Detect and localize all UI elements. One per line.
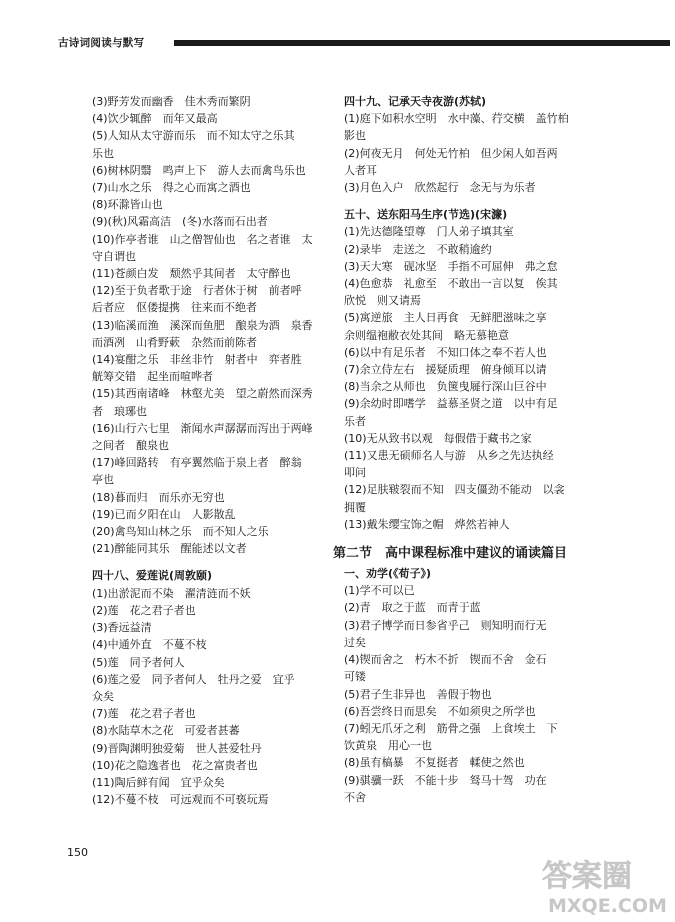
text-line: (10)无从致书以观 每假借于藏书之家 [344,431,532,445]
text-line: (4)中通外直 不蔓不枝 [92,638,207,652]
text-line: 众矣 [92,689,114,703]
text-line: (7)余立侍左右 援疑质理 俯身倾耳以请 [344,363,547,377]
text-line: 余则缊袍敝衣处其间 略无慕艳意 [344,328,509,342]
text-line: (6)吾尝终日而思矣 不如须臾之所学也 [344,704,536,718]
text-line: (5)寓逆旅 主人日再食 无鲜肥滋味之享 [344,311,547,325]
text-line: (1)学不可以已 [344,584,415,598]
text-line: (16)山行六七里 渐闻水声潺潺而泻出于两峰 [92,421,313,435]
text-line: (9)(秋)风霜高洁 (冬)水落而石出者 [92,215,268,229]
text-line: (5)君子生非异也 善假于物也 [344,687,492,701]
right-column [333,93,608,806]
text-line: 者 琅琊也 [92,404,147,418]
text-line: (2)录毕 走送之 不敢稍逾约 [344,242,492,256]
spacer [92,557,334,567]
text-line: (12)足肤皲裂而不知 四支僵劲不能动 以衾 [344,483,565,497]
running-header [58,34,670,52]
text-line: (11)苍颜白发 颓然乎其间者 太守醉也 [92,267,291,281]
text-line: 而酒冽 山肴野蔌 杂然而前陈者 [92,335,257,349]
header-title: 古诗词阅读与默写 [58,37,145,49]
text-line: 叩问 [344,466,366,480]
text-line: (9)晋陶渊明独爱菊 世人甚爱牡丹 [92,741,262,755]
text-line: (3)月色入户 欣然起行 念无与为乐者 [344,181,536,195]
text-line: (6)树林阴翳 鸣声上下 游人去而禽鸟乐也 [92,163,306,177]
article-heading: 四十九、记承天寺夜游(苏轼) [344,95,487,108]
text-line: (9)骐骥一跃 不能十步 驽马十驾 功在 [344,773,547,787]
text-line: 饮黄泉 用心一也 [344,739,432,753]
text-line: (11)又患无硕师名人与游 从乡之先达执经 [344,449,554,463]
text-line: (1)出淤泥而不染 濯清涟而不妖 [92,586,251,600]
text-line: (4)色愈恭 礼愈至 不敢出一言以复 俟其 [344,277,558,291]
text-line: (8)当余之从师也 负箧曳屣行深山巨谷中 [344,380,547,394]
text-line: 后者应 伛偻提携 往来而不绝者 [92,301,257,315]
watermark-logo [540,852,670,918]
text-line: (8)环滁皆山也 [92,198,163,212]
section-heading: 第二节 高中课程标准中建议的诵读篇目 [333,546,568,562]
text-line: (6)莲之爱 同予者何人 牡丹之爱 宜乎 [92,672,295,686]
header-rule [174,40,670,46]
text-line: (13)临溪而渔 溪深而鱼肥 酿泉为酒 泉香 [92,318,313,332]
text-line: 乐也 [92,146,114,160]
watermark-url: MXQE.COM [548,895,667,917]
text-line: (15)其西南诸峰 林壑尤美 望之蔚然而深秀 [92,387,313,401]
text-line: (19)已而夕阳在山 人影散乱 [92,507,236,521]
text-line: (18)暮而归 而乐亦无穷也 [92,490,225,504]
text-line: (5)人知从太守游而乐 而不知太守之乐其 [92,129,295,143]
text-line: 不舍 [344,790,366,804]
text-line: 人者耳 [344,163,377,177]
article-heading: 一、劝学(《荀子》) [344,567,432,581]
text-line: (6)以中有足乐者 不知口体之奉不若人也 [344,345,547,359]
text-line: (12)至于负者歌于途 行者休于树 前者呼 [92,284,302,298]
text-line: (14)宴酣之乐 非丝非竹 射者中 弈者胜 [92,353,302,367]
page-number: 150 [67,846,88,859]
text-line: (8)水陆草木之花 可爱者甚蕃 [92,724,240,738]
text-line: (9)余幼时即嗜学 益慕圣贤之道 以中有足 [344,397,558,411]
left-column [92,93,334,808]
text-line: (13)戴朱缨宝饰之帽 烨然若神人 [344,517,510,531]
text-line: (7)蚓无爪牙之利 筋骨之强 上食埃土 下 [344,721,558,735]
text-line: (11)陶后鲜有闻 宜乎众矣 [92,775,225,789]
text-line: (8)虽有槁暴 不复挺者 輮使之然也 [344,756,525,770]
text-line: 影也 [344,129,366,143]
text-line: 之间者 酿泉也 [92,439,169,453]
watermark-text: 答案圈 [542,859,632,894]
text-line: (7)山水之乐 得之心而寓之酒也 [92,181,251,195]
text-line: (4)饮少辄醉 而年又最高 [92,112,218,126]
text-line: (21)醉能同其乐 醒能述以文者 [92,542,247,556]
text-line: (3)君子博学而日参省乎己 则知明而行无 [344,618,547,632]
spacer [344,196,608,206]
spacer [344,533,608,543]
text-line: 乐者 [344,414,366,428]
text-line: 亭也 [92,473,114,487]
text-line: 守自谓也 [92,249,136,263]
text-line: (17)峰回路转 有亭翼然临于泉上者 醉翁 [92,456,302,470]
text-line: (4)锲而舍之 朽木不折 锲而不舍 金石 [344,653,547,667]
text-line: (2)莲 花之君子者也 [92,603,196,617]
text-line: (3)天大寒 砚冰坚 手指不可屈伸 弗之怠 [344,259,558,273]
text-line: (7)莲 花之君子者也 [92,707,196,721]
text-line: (3)野芳发而幽香 佳木秀而繁阴 [92,95,251,108]
text-line: (12)不蔓不枝 可远观而不可亵玩焉 [92,793,269,807]
text-line: 拥覆 [344,500,366,514]
article-heading: 四十八、爱莲说(周敦颐) [92,569,213,583]
text-line: 欣悦 则又请焉 [344,294,421,308]
text-line: (2)青 取之于蓝 而青于蓝 [344,601,481,615]
article-heading: 五十、送东阳马生序(节选)(宋濂) [344,208,508,222]
text-line: (2)何夜无月 何处无竹柏 但少闲人如吾两 [344,146,558,160]
text-line: (20)禽鸟知山林之乐 而不知人之乐 [92,525,269,539]
text-line: (10)作亭者谁 山之僧智仙也 名之者谁 太 [92,232,313,246]
text-line: (1)庭下如积水空明 水中藻、荇交横 盖竹柏 [344,112,569,126]
text-line: (5)莲 同予者何人 [92,655,185,669]
text-line: 可镂 [344,670,366,684]
text-line: 过矣 [344,635,366,649]
text-line: (10)花之隐逸者也 花之富贵者也 [92,758,258,772]
text-line: 觥筹交错 起坐而喧哗者 [92,370,213,384]
text-line: (1)先达德隆望尊 门人弟子填其室 [344,225,514,239]
text-line: (3)香远益清 [92,621,152,635]
